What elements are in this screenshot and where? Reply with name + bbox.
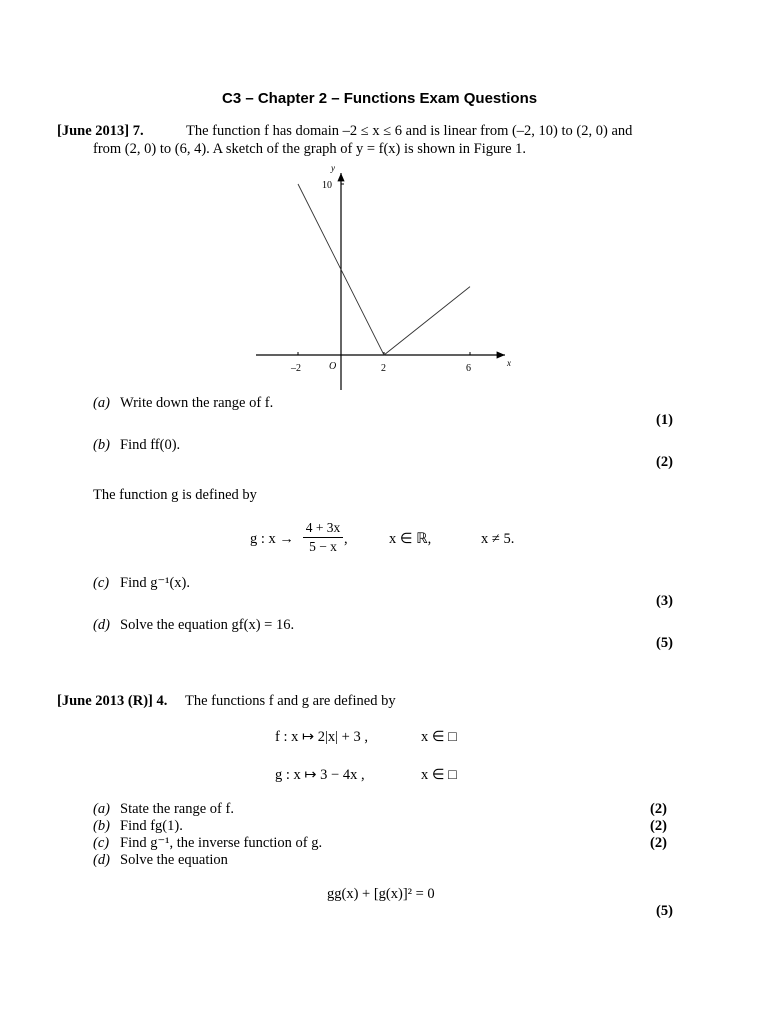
f-domain: x ∈ □ bbox=[421, 729, 457, 745]
marks: (1) bbox=[656, 412, 673, 428]
x-axis-label: x bbox=[507, 358, 511, 368]
part-label: (d) bbox=[93, 852, 110, 868]
x-tick-label: 2 bbox=[381, 363, 386, 374]
g-condition: x ≠ 5. bbox=[481, 531, 515, 547]
question-text: The functions f and g are defined by bbox=[185, 693, 396, 709]
part-text: Write down the range of f. bbox=[120, 395, 274, 411]
part-label: (c) bbox=[93, 835, 110, 851]
marks: (5) bbox=[656, 903, 673, 919]
marks: (2) bbox=[656, 454, 673, 470]
g-def-lhs: g : x → bbox=[250, 531, 294, 547]
part-text: Solve the equation bbox=[120, 852, 228, 868]
part-text: Find g⁻¹(x). bbox=[120, 575, 191, 591]
equation: gg(x) + [g(x)]² = 0 bbox=[327, 886, 435, 902]
marks: (5) bbox=[656, 635, 673, 651]
y-tick-label: 10 bbox=[322, 180, 332, 191]
part-label: (a) bbox=[93, 395, 110, 411]
part-text: State the range of f. bbox=[120, 801, 234, 817]
part-text: Find fg(1). bbox=[120, 818, 183, 834]
x-tick-label: –2 bbox=[291, 363, 301, 374]
marks: (2) bbox=[650, 818, 667, 834]
y-axis-label: y bbox=[331, 163, 335, 173]
question-ref: [June 2013 (R)] 4. bbox=[57, 693, 168, 709]
g-domain: x ∈ ℝ, bbox=[389, 531, 432, 547]
graph-line-f bbox=[298, 184, 470, 355]
marks: (2) bbox=[650, 801, 667, 817]
fraction bbox=[303, 520, 343, 555]
marks: (3) bbox=[656, 593, 673, 609]
f-def: f : x ↦ 2|x| + 3 , bbox=[275, 729, 368, 745]
comma: , bbox=[344, 531, 348, 547]
part-text: Find g⁻¹, the inverse function of g. bbox=[120, 835, 323, 851]
origin-label: O bbox=[329, 361, 337, 372]
part-label: (a) bbox=[93, 801, 110, 817]
question-ref: [June 2013] 7. bbox=[57, 123, 144, 139]
question-text: The function f has domain –2 ≤ x ≤ 6 and is linear from (–2, 10) to (2, 0) and bbox=[186, 123, 633, 139]
figure-graph bbox=[0, 0, 768, 400]
part-label: (c) bbox=[93, 575, 110, 591]
page-title: C3 – Chapter 2 – Functions Exam Questions bbox=[222, 90, 538, 107]
part-label: (d) bbox=[93, 617, 110, 633]
part-text: Find ff(0). bbox=[120, 437, 181, 453]
fraction-denominator: 5 − x bbox=[309, 539, 337, 554]
part-label: (b) bbox=[93, 818, 110, 834]
g-domain: x ∈ □ bbox=[421, 767, 457, 783]
fraction-numerator: 4 + 3x bbox=[303, 520, 343, 538]
question-text: The function g is defined by bbox=[93, 487, 257, 503]
marks: (2) bbox=[650, 835, 667, 851]
part-text: Solve the equation gf(x) = 16. bbox=[120, 617, 295, 633]
x-tick-label: 6 bbox=[466, 363, 471, 374]
part-label: (b) bbox=[93, 437, 110, 453]
question-text: from (2, 0) to (6, 4). A sketch of the graph of y = f(x) is shown in Figure 1. bbox=[93, 141, 527, 157]
g-def: g : x ↦ 3 − 4x , bbox=[275, 767, 365, 783]
